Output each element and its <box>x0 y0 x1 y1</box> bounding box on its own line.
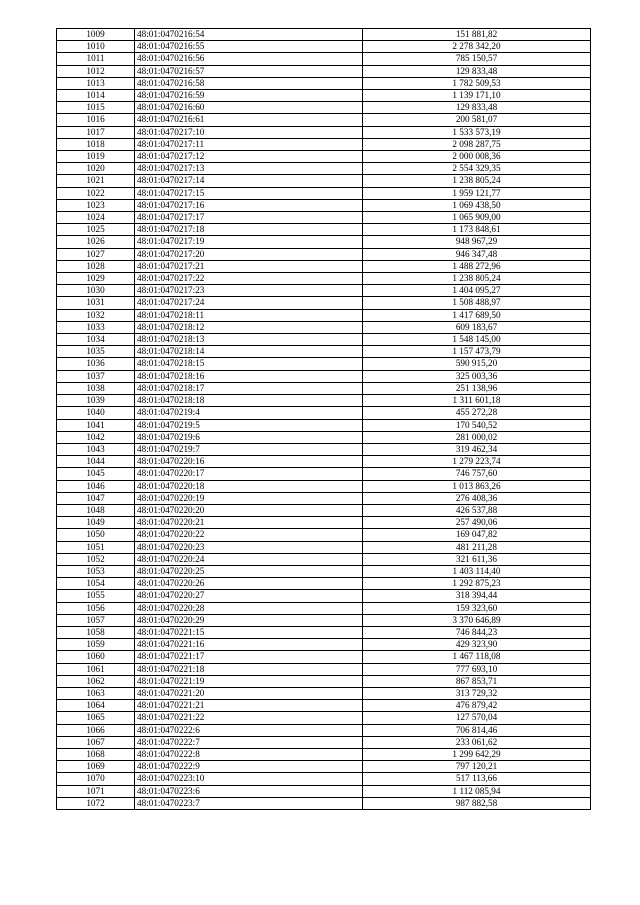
row-number-cell: 1048 <box>57 504 135 516</box>
row-number-cell: 1035 <box>57 346 135 358</box>
cadastral-value-cell: 609 183,67 <box>363 321 591 333</box>
row-number-cell: 1014 <box>57 90 135 102</box>
table-row <box>57 675 591 687</box>
table-row <box>57 29 591 41</box>
table-row <box>57 736 591 748</box>
table-row <box>57 504 591 516</box>
table-row <box>57 187 591 199</box>
table-row <box>57 53 591 65</box>
table-row <box>57 773 591 785</box>
row-number-cell: 1057 <box>57 614 135 626</box>
cadastral-number-cell: 48:01:0470220:18 <box>135 480 363 492</box>
cadastral-value-cell: 946 347,48 <box>363 248 591 260</box>
table-row <box>57 114 591 126</box>
cadastral-number-cell: 48:01:0470221:22 <box>135 712 363 724</box>
table-row <box>57 761 591 773</box>
cadastral-value-cell: 3 370 646,89 <box>363 614 591 626</box>
row-number-cell: 1051 <box>57 541 135 553</box>
cadastral-value-cell: 1 112 085,94 <box>363 785 591 797</box>
cadastral-value-cell: 1 403 114,40 <box>363 565 591 577</box>
row-number-cell: 1042 <box>57 431 135 443</box>
row-number-cell: 1021 <box>57 175 135 187</box>
cadastral-value-table <box>56 28 591 810</box>
cadastral-value-cell: 426 537,88 <box>363 504 591 516</box>
table-row <box>57 492 591 504</box>
table-row <box>57 626 591 638</box>
cadastral-number-cell: 48:01:0470218:15 <box>135 358 363 370</box>
cadastral-number-cell: 48:01:0470217:23 <box>135 285 363 297</box>
cadastral-value-cell: 1 959 121,77 <box>363 187 591 199</box>
cadastral-number-cell: 48:01:0470217:15 <box>135 187 363 199</box>
table-row <box>57 90 591 102</box>
cadastral-value-cell: 746 757,60 <box>363 468 591 480</box>
table-row <box>57 151 591 163</box>
cadastral-number-cell: 48:01:0470219:4 <box>135 407 363 419</box>
cadastral-number-cell: 48:01:0470220:23 <box>135 541 363 553</box>
cadastral-value-cell: 321 611,36 <box>363 553 591 565</box>
row-number-cell: 1026 <box>57 236 135 248</box>
table-row <box>57 480 591 492</box>
cadastral-value-cell: 481 211,28 <box>363 541 591 553</box>
cadastral-value-cell: 318 394,44 <box>363 590 591 602</box>
cadastral-value-cell: 867 853,71 <box>363 675 591 687</box>
cadastral-value-cell: 987 882,58 <box>363 797 591 809</box>
table-row <box>57 639 591 651</box>
cadastral-number-cell: 48:01:0470218:11 <box>135 309 363 321</box>
cadastral-value-cell: 2 278 342,20 <box>363 41 591 53</box>
row-number-cell: 1047 <box>57 492 135 504</box>
cadastral-number-cell: 48:01:0470220:17 <box>135 468 363 480</box>
row-number-cell: 1034 <box>57 334 135 346</box>
cadastral-value-cell: 1 292 875,23 <box>363 578 591 590</box>
table-row <box>57 236 591 248</box>
cadastral-number-cell: 48:01:0470220:24 <box>135 553 363 565</box>
cadastral-number-cell: 48:01:0470216:57 <box>135 65 363 77</box>
cadastral-number-cell: 48:01:0470218:18 <box>135 395 363 407</box>
cadastral-value-cell: 276 408,36 <box>363 492 591 504</box>
cadastral-value-cell: 706 814,46 <box>363 724 591 736</box>
cadastral-value-cell: 1 238 805,24 <box>363 175 591 187</box>
cadastral-value-cell: 1 311 601,18 <box>363 395 591 407</box>
row-number-cell: 1069 <box>57 761 135 773</box>
table-row <box>57 224 591 236</box>
cadastral-number-cell: 48:01:0470220:26 <box>135 578 363 590</box>
row-number-cell: 1050 <box>57 529 135 541</box>
cadastral-value-cell: 797 120,21 <box>363 761 591 773</box>
row-number-cell: 1029 <box>57 273 135 285</box>
table-row <box>57 382 591 394</box>
table-row <box>57 456 591 468</box>
table-row <box>57 175 591 187</box>
cadastral-value-cell: 233 061,62 <box>363 736 591 748</box>
row-number-cell: 1059 <box>57 639 135 651</box>
cadastral-value-cell: 2 098 287,75 <box>363 138 591 150</box>
cadastral-value-cell: 1 782 509,53 <box>363 77 591 89</box>
cadastral-value-cell: 1 069 438,50 <box>363 199 591 211</box>
table-row <box>57 785 591 797</box>
table-row <box>57 163 591 175</box>
row-number-cell: 1072 <box>57 797 135 809</box>
row-number-cell: 1056 <box>57 602 135 614</box>
table-row <box>57 199 591 211</box>
cadastral-number-cell: 48:01:0470217:18 <box>135 224 363 236</box>
row-number-cell: 1063 <box>57 687 135 699</box>
cadastral-value-cell: 257 490,06 <box>363 517 591 529</box>
cadastral-number-cell: 48:01:0470217:20 <box>135 248 363 260</box>
cadastral-number-cell: 48:01:0470216:54 <box>135 29 363 41</box>
cadastral-value-cell: 517 113,66 <box>363 773 591 785</box>
cadastral-number-cell: 48:01:0470217:13 <box>135 163 363 175</box>
row-number-cell: 1046 <box>57 480 135 492</box>
cadastral-number-cell: 48:01:0470221:21 <box>135 700 363 712</box>
row-number-cell: 1031 <box>57 297 135 309</box>
cadastral-number-cell: 48:01:0470217:16 <box>135 199 363 211</box>
row-number-cell: 1062 <box>57 675 135 687</box>
row-number-cell: 1044 <box>57 456 135 468</box>
cadastral-number-cell: 48:01:0470218:16 <box>135 370 363 382</box>
cadastral-value-cell: 1 279 223,74 <box>363 456 591 468</box>
cadastral-value-cell: 1 139 171,10 <box>363 90 591 102</box>
cadastral-value-cell: 1 417 689,50 <box>363 309 591 321</box>
row-number-cell: 1043 <box>57 443 135 455</box>
cadastral-number-cell: 48:01:0470220:25 <box>135 565 363 577</box>
cadastral-value-cell: 169 047,82 <box>363 529 591 541</box>
cadastral-value-cell: 129 833,48 <box>363 65 591 77</box>
row-number-cell: 1009 <box>57 29 135 41</box>
cadastral-number-cell: 48:01:0470218:12 <box>135 321 363 333</box>
cadastral-number-cell: 48:01:0470217:22 <box>135 273 363 285</box>
cadastral-value-cell: 170 540,52 <box>363 419 591 431</box>
table-row <box>57 443 591 455</box>
cadastral-number-cell: 48:01:0470217:21 <box>135 260 363 272</box>
cadastral-value-cell: 1 467 118,08 <box>363 651 591 663</box>
cadastral-value-cell: 151 881,82 <box>363 29 591 41</box>
cadastral-value-cell: 313 729,32 <box>363 687 591 699</box>
cadastral-number-cell: 48:01:0470218:17 <box>135 382 363 394</box>
table-row <box>57 590 591 602</box>
table-row <box>57 212 591 224</box>
table-row <box>57 468 591 480</box>
cadastral-value-cell: 948 967,29 <box>363 236 591 248</box>
table-row <box>57 724 591 736</box>
cadastral-value-cell: 1 173 848,61 <box>363 224 591 236</box>
cadastral-value-cell: 1 157 473,79 <box>363 346 591 358</box>
table-row <box>57 419 591 431</box>
cadastral-number-cell: 48:01:0470217:19 <box>135 236 363 248</box>
cadastral-value-cell: 1 238 805,24 <box>363 273 591 285</box>
table-row <box>57 321 591 333</box>
cadastral-number-cell: 48:01:0470220:27 <box>135 590 363 602</box>
row-number-cell: 1052 <box>57 553 135 565</box>
table-row <box>57 248 591 260</box>
cadastral-value-cell: 590 915,20 <box>363 358 591 370</box>
cadastral-number-cell: 48:01:0470217:12 <box>135 151 363 163</box>
cadastral-number-cell: 48:01:0470217:10 <box>135 126 363 138</box>
cadastral-value-cell: 1 508 488,97 <box>363 297 591 309</box>
row-number-cell: 1038 <box>57 382 135 394</box>
cadastral-number-cell: 48:01:0470216:61 <box>135 114 363 126</box>
cadastral-number-cell: 48:01:0470216:55 <box>135 41 363 53</box>
table-row <box>57 260 591 272</box>
table-row <box>57 687 591 699</box>
row-number-cell: 1070 <box>57 773 135 785</box>
table-row <box>57 529 591 541</box>
cadastral-value-cell: 129 833,48 <box>363 102 591 114</box>
row-number-cell: 1020 <box>57 163 135 175</box>
cadastral-number-cell: 48:01:0470220:19 <box>135 492 363 504</box>
row-number-cell: 1036 <box>57 358 135 370</box>
table-row <box>57 65 591 77</box>
cadastral-number-cell: 48:01:0470221:17 <box>135 651 363 663</box>
cadastral-number-cell: 48:01:0470220:28 <box>135 602 363 614</box>
row-number-cell: 1015 <box>57 102 135 114</box>
row-number-cell: 1068 <box>57 748 135 760</box>
table-row <box>57 663 591 675</box>
table-row <box>57 41 591 53</box>
row-number-cell: 1010 <box>57 41 135 53</box>
row-number-cell: 1030 <box>57 285 135 297</box>
table-row <box>57 285 591 297</box>
table-row <box>57 358 591 370</box>
cadastral-value-cell: 2 554 329,35 <box>363 163 591 175</box>
cadastral-value-cell: 1 299 642,29 <box>363 748 591 760</box>
cadastral-number-cell: 48:01:0470222:8 <box>135 748 363 760</box>
cadastral-number-cell: 48:01:0470219:5 <box>135 419 363 431</box>
cadastral-number-cell: 48:01:0470216:58 <box>135 77 363 89</box>
table-row <box>57 553 591 565</box>
table-row <box>57 748 591 760</box>
table-row <box>57 297 591 309</box>
table-row <box>57 370 591 382</box>
cadastral-number-cell: 48:01:0470216:59 <box>135 90 363 102</box>
cadastral-number-cell: 48:01:0470221:18 <box>135 663 363 675</box>
table-row <box>57 565 591 577</box>
cadastral-value-cell: 785 150,57 <box>363 53 591 65</box>
row-number-cell: 1024 <box>57 212 135 224</box>
row-number-cell: 1011 <box>57 53 135 65</box>
cadastral-value-cell: 281 000,02 <box>363 431 591 443</box>
cadastral-value-cell: 1 548 145,00 <box>363 334 591 346</box>
table-body <box>57 29 591 810</box>
cadastral-value-cell: 200 581,07 <box>363 114 591 126</box>
row-number-cell: 1025 <box>57 224 135 236</box>
cadastral-number-cell: 48:01:0470223:7 <box>135 797 363 809</box>
table-row <box>57 712 591 724</box>
row-number-cell: 1066 <box>57 724 135 736</box>
row-number-cell: 1067 <box>57 736 135 748</box>
cadastral-number-cell: 48:01:0470221:19 <box>135 675 363 687</box>
table-row <box>57 614 591 626</box>
cadastral-number-cell: 48:01:0470220:16 <box>135 456 363 468</box>
cadastral-number-cell: 48:01:0470220:20 <box>135 504 363 516</box>
cadastral-value-cell: 251 138,96 <box>363 382 591 394</box>
cadastral-value-cell: 455 272,28 <box>363 407 591 419</box>
table-row <box>57 334 591 346</box>
cadastral-number-cell: 48:01:0470217:24 <box>135 297 363 309</box>
cadastral-number-cell: 48:01:0470216:56 <box>135 53 363 65</box>
row-number-cell: 1012 <box>57 65 135 77</box>
cadastral-number-cell: 48:01:0470222:7 <box>135 736 363 748</box>
cadastral-number-cell: 48:01:0470220:29 <box>135 614 363 626</box>
table-row <box>57 407 591 419</box>
row-number-cell: 1032 <box>57 309 135 321</box>
cadastral-number-cell: 48:01:0470219:6 <box>135 431 363 443</box>
cadastral-value-cell: 777 693,10 <box>363 663 591 675</box>
row-number-cell: 1049 <box>57 517 135 529</box>
table-row <box>57 700 591 712</box>
table-row <box>57 126 591 138</box>
row-number-cell: 1055 <box>57 590 135 602</box>
row-number-cell: 1017 <box>57 126 135 138</box>
row-number-cell: 1016 <box>57 114 135 126</box>
row-number-cell: 1041 <box>57 419 135 431</box>
cadastral-number-cell: 48:01:0470222:9 <box>135 761 363 773</box>
row-number-cell: 1022 <box>57 187 135 199</box>
row-number-cell: 1058 <box>57 626 135 638</box>
row-number-cell: 1053 <box>57 565 135 577</box>
table-row <box>57 395 591 407</box>
cadastral-value-cell: 325 003,36 <box>363 370 591 382</box>
table-row <box>57 346 591 358</box>
cadastral-value-cell: 1 488 272,96 <box>363 260 591 272</box>
row-number-cell: 1019 <box>57 151 135 163</box>
table-row <box>57 309 591 321</box>
cadastral-value-cell: 1 404 095,27 <box>363 285 591 297</box>
row-number-cell: 1013 <box>57 77 135 89</box>
table-row <box>57 273 591 285</box>
cadastral-number-cell: 48:01:0470221:15 <box>135 626 363 638</box>
table-row <box>57 431 591 443</box>
cadastral-value-cell: 1 533 573,19 <box>363 126 591 138</box>
cadastral-value-cell: 429 323,90 <box>363 639 591 651</box>
table-row <box>57 578 591 590</box>
table-row <box>57 541 591 553</box>
table-row <box>57 651 591 663</box>
cadastral-number-cell: 48:01:0470217:17 <box>135 212 363 224</box>
row-number-cell: 1071 <box>57 785 135 797</box>
cadastral-number-cell: 48:01:0470223:6 <box>135 785 363 797</box>
cadastral-number-cell: 48:01:0470220:21 <box>135 517 363 529</box>
row-number-cell: 1045 <box>57 468 135 480</box>
table-row <box>57 797 591 809</box>
cadastral-value-cell: 476 879,42 <box>363 700 591 712</box>
cadastral-number-cell: 48:01:0470220:22 <box>135 529 363 541</box>
cadastral-value-cell: 1 065 909,00 <box>363 212 591 224</box>
cadastral-number-cell: 48:01:0470221:20 <box>135 687 363 699</box>
table-row <box>57 517 591 529</box>
cadastral-value-cell: 2 000 008,36 <box>363 151 591 163</box>
cadastral-value-cell: 319 462,34 <box>363 443 591 455</box>
cadastral-number-cell: 48:01:0470218:13 <box>135 334 363 346</box>
row-number-cell: 1039 <box>57 395 135 407</box>
row-number-cell: 1037 <box>57 370 135 382</box>
row-number-cell: 1064 <box>57 700 135 712</box>
table-row <box>57 602 591 614</box>
cadastral-number-cell: 48:01:0470221:16 <box>135 639 363 651</box>
table-row <box>57 138 591 150</box>
row-number-cell: 1065 <box>57 712 135 724</box>
row-number-cell: 1018 <box>57 138 135 150</box>
row-number-cell: 1061 <box>57 663 135 675</box>
table-row <box>57 102 591 114</box>
cadastral-number-cell: 48:01:0470222:6 <box>135 724 363 736</box>
cadastral-value-cell: 746 844,23 <box>363 626 591 638</box>
row-number-cell: 1054 <box>57 578 135 590</box>
cadastral-number-cell: 48:01:0470218:14 <box>135 346 363 358</box>
row-number-cell: 1028 <box>57 260 135 272</box>
row-number-cell: 1023 <box>57 199 135 211</box>
row-number-cell: 1027 <box>57 248 135 260</box>
cadastral-value-cell: 159 323,60 <box>363 602 591 614</box>
cadastral-value-cell: 1 013 863,26 <box>363 480 591 492</box>
row-number-cell: 1060 <box>57 651 135 663</box>
cadastral-number-cell: 48:01:0470217:14 <box>135 175 363 187</box>
cadastral-number-cell: 48:01:0470219:7 <box>135 443 363 455</box>
cadastral-number-cell: 48:01:0470216:60 <box>135 102 363 114</box>
cadastral-value-cell: 127 570,04 <box>363 712 591 724</box>
cadastral-number-cell: 48:01:0470223:10 <box>135 773 363 785</box>
cadastral-number-cell: 48:01:0470217:11 <box>135 138 363 150</box>
row-number-cell: 1040 <box>57 407 135 419</box>
row-number-cell: 1033 <box>57 321 135 333</box>
table-row <box>57 77 591 89</box>
